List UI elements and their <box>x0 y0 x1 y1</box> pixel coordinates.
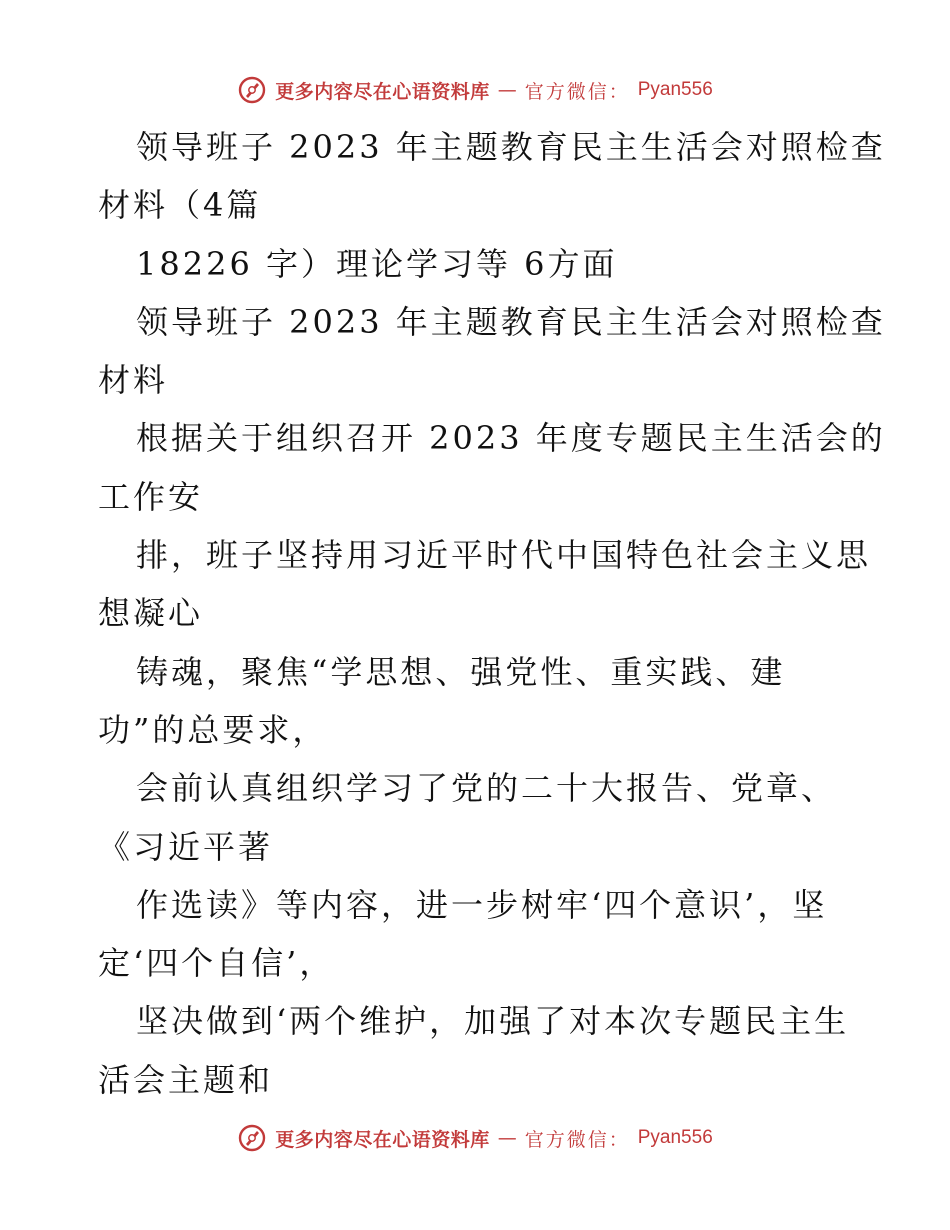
watermark-main-text: 更多内容尽在心语资料库 <box>275 1128 490 1151</box>
text-line: 定‘四个自信’， <box>98 944 335 983</box>
watermark-sub-text: 官方微信： <box>524 80 630 103</box>
text-line: 坚决做到‘两个维护，加强了对本次专题民主生 <box>136 1002 850 1041</box>
text-line: 材料（4篇 <box>98 186 262 225</box>
text-line: 18226 字）理论学习等 6方面 <box>136 244 618 283</box>
text-line: 材料 <box>98 361 169 400</box>
footer-watermark <box>0 1118 950 1158</box>
watermark-dash: — <box>497 1127 517 1149</box>
watermark-wechat-id: Pyan556 <box>637 79 713 100</box>
quill-logo-icon <box>237 75 267 105</box>
text-line: 根据关于组织召开 2023 年度专题民主生活会的 <box>136 419 886 458</box>
text-line: 领导班子 2023 年主题教育民主生活会对照检查 <box>136 128 886 166</box>
text-line: 会前认真组织学习了党的二十大报告、党章、 <box>136 769 837 808</box>
text-line: 想凝心 <box>98 594 204 633</box>
watermark-sub-text: 官方微信： <box>524 1128 630 1151</box>
text-line: 《习近平著 <box>98 827 274 866</box>
text-line: 领导班子 2023 年主题教育民主生活会对照检查 <box>136 302 886 341</box>
quill-logo-icon <box>237 1123 267 1153</box>
text-line: 工作安 <box>98 477 204 516</box>
watermark-dash: — <box>497 79 517 101</box>
header-watermark <box>0 70 950 110</box>
text-line: 铸魂，聚焦“学思想、强党性、重实践、建 <box>136 652 786 691</box>
document-body <box>98 118 886 1109</box>
text-line: 排，班子坚持用习近平时代中国特色社会主义思 <box>136 536 872 575</box>
watermark-wechat-id: Pyan556 <box>637 1127 713 1148</box>
text-line: 活会主题和 <box>98 1060 274 1099</box>
text-line: 作选读》等内容，进一步树牢‘四个意识’，坚 <box>136 885 828 924</box>
text-line: 功”的总要求， <box>98 710 328 749</box>
watermark-main-text: 更多内容尽在心语资料库 <box>275 80 490 103</box>
